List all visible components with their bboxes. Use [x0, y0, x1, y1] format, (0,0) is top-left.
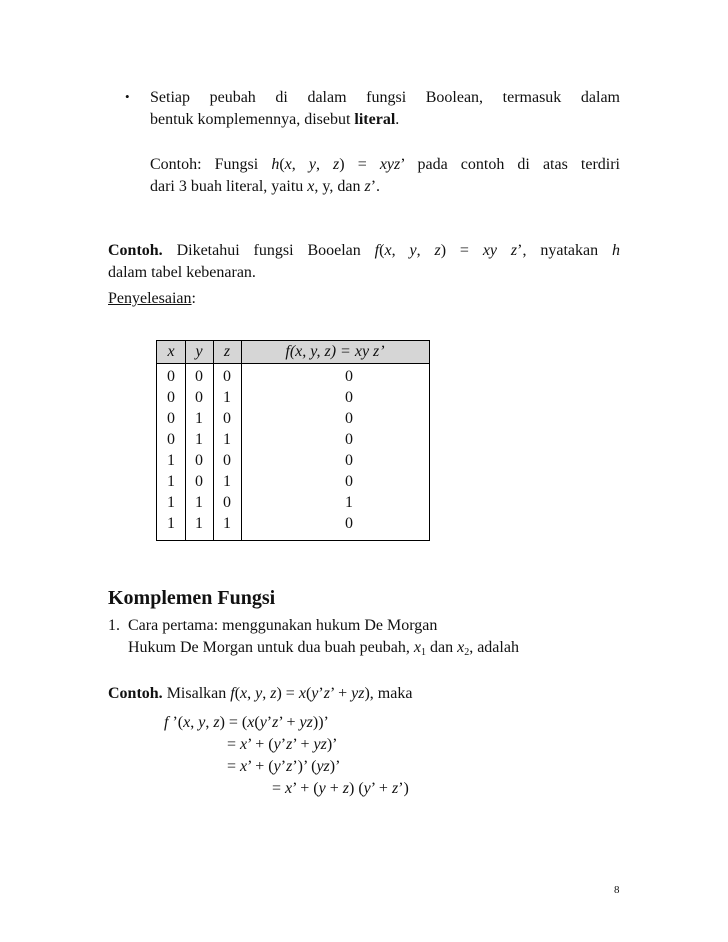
cell-function-value: 0: [345, 368, 353, 385]
cell-x: 1: [167, 515, 175, 532]
cell-y: 1: [195, 494, 203, 511]
cell-x: 1: [167, 452, 175, 469]
cell-y: 0: [195, 473, 203, 490]
cell-z: 0: [223, 368, 231, 385]
cell-z: 1: [223, 431, 231, 448]
cell-y: 1: [195, 431, 203, 448]
cell-z: 1: [223, 515, 231, 532]
bullet-example-line2: dari 3 buah literal, yaitu x, y, dan z’.: [150, 178, 381, 195]
derivation-step-1: f ’(x, y, z) = (x(y’z’ + yz))’: [164, 714, 329, 731]
truth-table: [156, 340, 430, 541]
cell-function-value: 0: [345, 410, 353, 427]
example-label: Contoh.: [108, 685, 163, 702]
cell-x: 1: [167, 473, 175, 490]
literal-term: literal: [354, 111, 396, 128]
cell-x: 0: [167, 368, 175, 385]
cell-function-value: 0: [345, 431, 353, 448]
example1-line1: Contoh. Diketahui fungsi Booelan f(x, y, z) = xy z’, nyatakan h: [108, 242, 621, 259]
cell-z: 1: [223, 389, 231, 406]
derivation-step-2: = x’ + (y’z’ + yz)’: [227, 736, 338, 753]
header-z: z: [223, 343, 231, 360]
cell-z: 1: [223, 473, 231, 490]
list-number: 1.: [108, 617, 120, 634]
solution-heading: Penyelesaian:: [108, 290, 196, 307]
example2-intro: Contoh. Misalkan f(x, y, z) = x(y’z’ + yz), maka: [108, 685, 413, 702]
cell-y: 1: [195, 515, 203, 532]
section-title: Komplemen Fungsi: [108, 587, 276, 609]
cell-function-value: 1: [345, 494, 353, 511]
cell-z: 0: [223, 494, 231, 511]
example1-line2: dalam tabel kebenaran.: [108, 264, 256, 281]
bullet-literal-line2: bentuk komplemennya, disebut literal.: [150, 111, 400, 128]
page-number: 8: [614, 884, 620, 896]
list-item-line2: Hukum De Morgan untuk dua buah peubah, $x_1$ dan $x_2$, adalah: [128, 639, 519, 658]
cell-function-value: 0: [345, 452, 353, 469]
bullet-example-line1: Contoh: Fungsi h(x, y, z) = xyz’ pada contoh di atas terdiri: [150, 156, 620, 173]
cell-x: 1: [167, 494, 175, 511]
cell-y: 1: [195, 410, 203, 427]
cell-y: 0: [195, 452, 203, 469]
cell-y: 0: [195, 389, 203, 406]
cell-z: 0: [223, 410, 231, 427]
column-divider: [241, 340, 242, 540]
example-label: Contoh.: [108, 242, 163, 259]
derivation-step-3: = x’ + (y’z’)’ (yz)’: [227, 758, 341, 775]
bullet-icon: •: [125, 89, 130, 104]
header-y: y: [195, 343, 203, 360]
truth-table-header: [157, 340, 429, 364]
cell-function-value: 0: [345, 389, 353, 406]
cell-y: 0: [195, 368, 203, 385]
derivation-step-4: = x’ + (y + z) (y’ + z’): [272, 780, 409, 797]
cell-function-value: 0: [345, 515, 353, 532]
cell-x: 0: [167, 389, 175, 406]
list-item-line1: Cara pertama: menggunakan hukum De Morgan: [128, 617, 438, 634]
header-x: x: [167, 343, 175, 360]
header-function: f(x, y, z) = xy z’: [285, 343, 385, 360]
cell-x: 0: [167, 431, 175, 448]
cell-x: 0: [167, 410, 175, 427]
cell-function-value: 0: [345, 473, 353, 490]
cell-z: 0: [223, 452, 231, 469]
bullet-literal-line1: Setiap peubah di dalam fungsi Boolean, termasuk dalam: [150, 89, 620, 106]
